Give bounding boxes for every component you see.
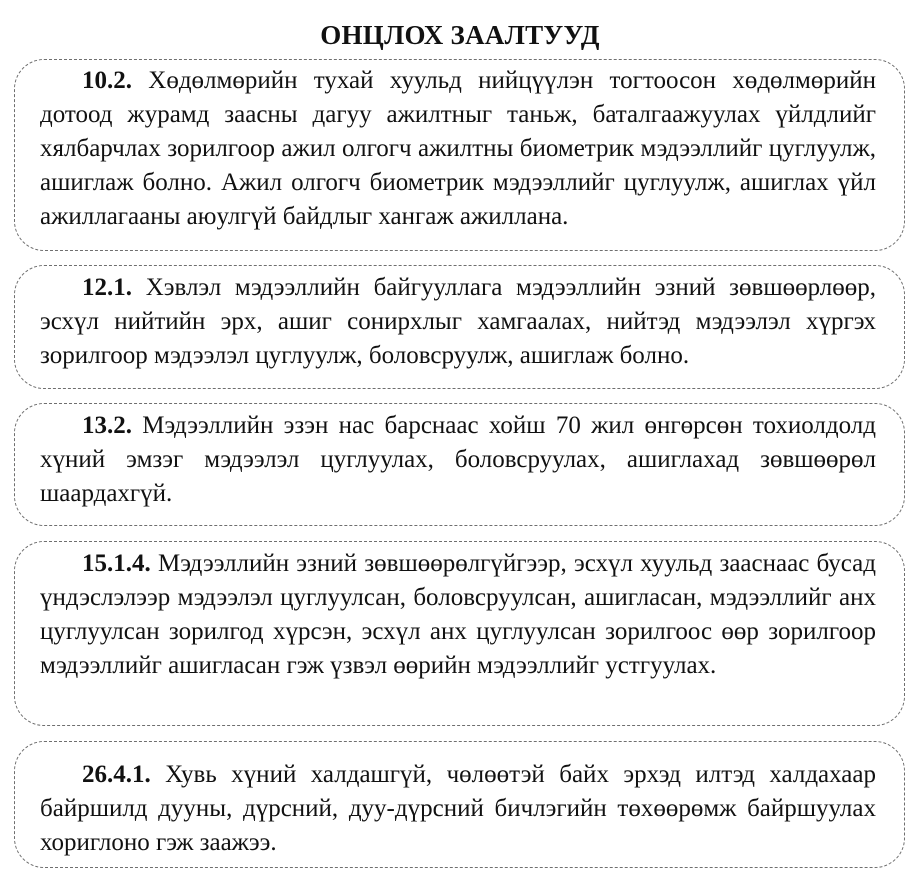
clause-paragraph bbox=[40, 758, 876, 860]
clause-card-13-2 bbox=[14, 403, 905, 526]
clause-text: Хувь хүний халдашгүй, чөлөөтэй байх эрхэд илтэд халдахаар байршилд дууны, дүрсний, дуу-дүрсний бичлэгийн төхөөрөмж байршуулах хориглоно гэж заажээ. bbox=[40, 761, 876, 856]
clause-number: 13.2. bbox=[82, 412, 132, 439]
clause-paragraph bbox=[40, 271, 876, 373]
clause-card-10-2 bbox=[14, 59, 905, 251]
clause-paragraph bbox=[40, 409, 876, 511]
clause-paragraph bbox=[40, 64, 876, 234]
clause-text: Хэвлэл мэдээллийн байгууллага мэдээллийн эзний зөвшөөрлөөр, эсхүл нийтийн эрх, ашиг сонирхлыг хамгаалах, нийтэд мэдээлэл хүргэх зорилгоор мэдээлэл цуглуулж, боловсруулж, ашиглаж болно. bbox=[40, 274, 876, 369]
clause-number: 15.1.4. bbox=[82, 550, 151, 577]
page-title: ОНЦЛОХ ЗААЛТУУД bbox=[320, 20, 600, 51]
clause-text: Хөдөлмөрийн тухай хуульд нийцүүлэн тогтоосон хөдөлмөрийн дотоод журамд заасны дагуу ажилтныг таньж, баталгаажуулах үйлдлийг хялбарчлах зорилгоор ажил олгогч ажилтны биометрик мэдээллийг цуглуулж, ашиглаж болно. Ажил олгогч биометрик мэдээллийг цуглуулж, ашиглах үйл ажиллагааны аюулгүй байдлыг хангаж ажиллана. bbox=[40, 67, 876, 230]
clause-card-15-1-4 bbox=[14, 541, 905, 726]
clause-paragraph bbox=[40, 547, 876, 683]
clause-number: 10.2. bbox=[82, 67, 132, 94]
clause-number: 12.1. bbox=[82, 274, 132, 301]
clause-card-12-1 bbox=[14, 265, 905, 389]
clause-card-26-4-1 bbox=[14, 741, 905, 868]
clause-text: Мэдээллийн эзний зөвшөөрөлгүйгээр, эсхүл хуульд зааснаас бусад үндэслэлээр мэдээлэл цуглуулсан, боловсруулсан, ашигласан, мэдээллийг анх цуглуулсан зорилгод хүрсэн, эсхүл анх цуглуулсан зорилгоос өөр зорилгоор мэдээллийг ашигласан гэж үзвэл өөрийн мэдээллийг устгуулах. bbox=[40, 550, 876, 679]
clause-text: Мэдээллийн эзэн нас барснаас хойш 70 жил өнгөрсөн тохиолдолд хүний эмзэг мэдээлэл цуглуулах, боловсруулах, ашиглахад зөвшөөрөл шаардахгүй. bbox=[40, 412, 876, 507]
clause-number: 26.4.1. bbox=[82, 761, 151, 788]
